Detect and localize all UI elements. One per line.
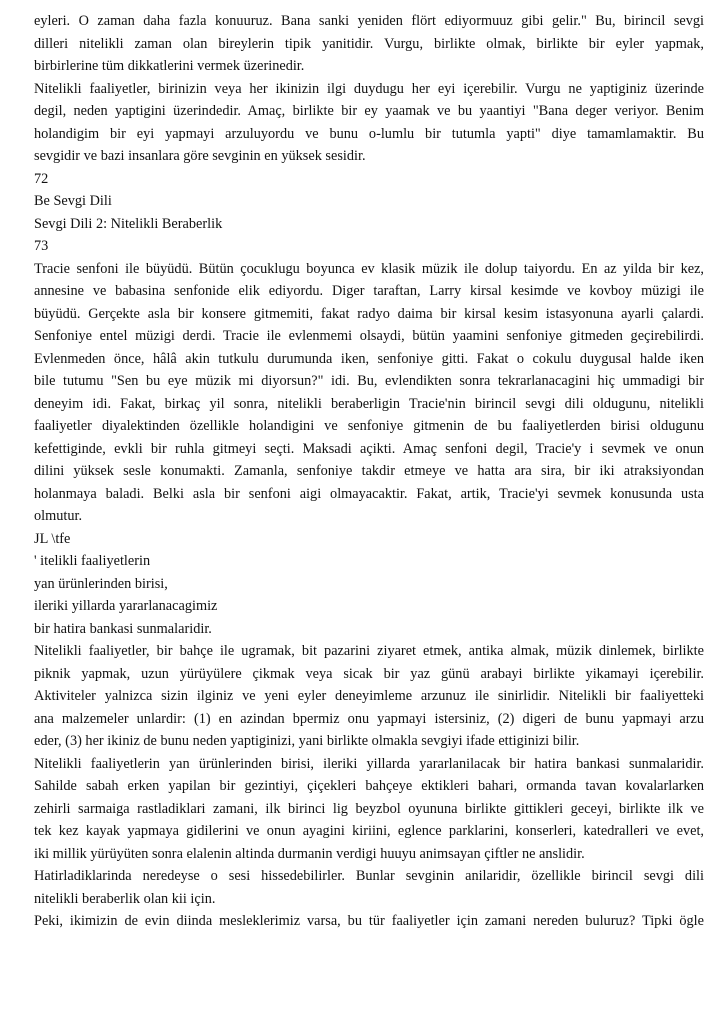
- text-line: dilini yüksek sesle konumakti. Zamanla, senfoniye takdir etmeye ve hatta ara sira, bir iki atraksiyondan: [34, 463, 704, 479]
- text-line: annesine ve babasina senfonide elik ediyordu. Diger taraftan, Larry kirsal kesimde ve kovboy müzigi ile: [34, 283, 704, 299]
- text-line: eder, (3) her ikiniz de bunu neden yaptiginizi, yani birlikte olmakla sevgiyi ifade ettiginizi bilir.: [34, 733, 580, 749]
- text-line: Senfoniye entel müzigi derdi. Tracie ile evlenmemi olsaydi, bütün yaamini senfoniye gitmeden geçirebilirdi.: [34, 328, 704, 344]
- text-line: JL \tfe: [34, 530, 71, 547]
- text-line: holandigim bir eyi yapmayi arzuluyordu ve bunu o-lumlu bir tutumla yapti" diye tamamlamaktir. Bu: [34, 125, 704, 142]
- text-line: birbirlerine tüm dikkatlerini vermek üzerinedir.: [34, 58, 305, 74]
- document-page: [34, 10, 704, 933]
- text-line: Peki, ikimizin de evin diinda mesleklerimiz varsa, bu tür faaliyetler için zamani nereden buluruz? Tipki ögle: [34, 913, 704, 929]
- text-line: Nitelikli faaliyetler, birinizin veya her ikinizin ilgi duydugu her eyi içerebilir. Vurgu ne yaptiginiz üzerinde: [34, 80, 704, 97]
- text-line: dilleri nitelikli zaman olan bireylerin tipik yanitidir. Vurgu, birlikte olmak, birlikte bir eyler yapmak,: [34, 35, 704, 52]
- text-line: ' itelikli faaliyetlerin: [34, 553, 151, 569]
- text-line: tek kez kayak yapmaya gidilerini ve onun ayagini kiriini, eglence parklarini, konserleri, katedralleri ve evet,: [34, 823, 704, 839]
- text-line: holanmaya baladi. Belki asla bir senfoni aigi olmayacaktir. Fakat, artik, Tracie'yi sevmek konusunda usta: [34, 485, 704, 502]
- text-line: Aktiviteler yalnizca sizin ilginiz ve yeni eyler deneyimleme arzunuz ile sinirlidir. Nitelikli bir faaliyetteki: [34, 688, 704, 704]
- text-line: eyleri. O zaman daha fazla konuuruz. Bana sanki yeniden flört ediyormuuz gibi gelir." Bu, birincil sevgi: [34, 13, 704, 29]
- text-line: olmutur.: [34, 508, 83, 524]
- text-line: iki millik yürüyüten sonra elalenin altinda durmanin verdigi huuyu animsayan çiftler ne anslidir.: [34, 845, 585, 862]
- text-line: kefettiginde, evkli bir ruhla gitmeyi seçti. Maksadi açikti. Amaç senfoni degil, Tracie'y i sevmek ve onun: [34, 440, 704, 457]
- text-line: zehirli sarmaiga rastladiklari zamani, ilk birinci lig beyzbol oyununa birlikte gittikleri geceyi, birlikte ilk ve: [34, 800, 704, 817]
- text-line: sevgidir ve bazi insanlara göre sevginin en yüksek sesidir.: [34, 148, 366, 164]
- text-line: yan ürünlerinden birisi,: [34, 575, 168, 592]
- text-line: nitelikli beraberlik olan kii için.: [34, 890, 216, 907]
- text-line: 72: [34, 170, 49, 187]
- text-line: bir hatira bankasi sunmalaridir.: [34, 620, 212, 637]
- text-line: büyüdü. Gerçekte asla bir konsere gitmemiti, fakat radyo daima bir kirsal kesim istasyonuna ayarli çalardi.: [34, 305, 704, 322]
- text-line: bile tutumu "Sen bu eye müzik mi diyorsun?" idi. Bu, evlendikten sonra tekrarlanacagini hiç ummadigi bir: [34, 373, 704, 389]
- text-line: deneyim idi. Fakat, birkaç yil sonra, nitelikli beraberligin Tracie'nin birincil sevgi dili oldugunu, nitelikli: [34, 395, 704, 412]
- text-line: ileriki yillarda yararlanacagimiz: [34, 598, 218, 614]
- text-line: piknik yapmak, uzun yürüyülere çikmak veya sicak bir yaz günü arabayi birlikte yikamayi içerebilir.: [34, 665, 704, 682]
- text-line: Hatirladiklarinda neredeyse o sesi hissedebilirler. Bunlar sevginin anilaridir, özellikle birincil sevgi dili: [34, 868, 704, 884]
- text-line: 73: [34, 238, 49, 254]
- text-line: Evlenmeden önce, hâlâ akin tutkulu durumunda iken, senfoniye gitti. Fakat o cokulu duygusal halde iken: [34, 350, 704, 367]
- text-line: ana malzemeler unlardir: (1) en azindan bpermiz onu yapmayi istersiniz, (2) digeri de bunu yapmayi arzu: [34, 710, 704, 727]
- text-line: Sevgi Dili 2: Nitelikli Beraberlik: [34, 215, 223, 232]
- text-line: Tracie senfoni ile büyüdü. Bütün çocuklugu boyunca ev klasik müzik ile dolup taiyordu. En az yilda bir kez,: [34, 260, 704, 277]
- text-line: degil, neden yaptigini üzerindedir. Amaç, birlikte bir ey yaamak ve bu yaantiyi "Bana deger veriyor. Benim: [34, 103, 704, 119]
- text-line: Nitelikli faaliyetlerin yan ürünlerinden birisi, ileriki yillarda yararlanilacak bir hatira bankasi sunmalaridir.: [34, 755, 704, 772]
- text-line: Be Sevgi Dili: [34, 193, 112, 209]
- text-line: Nitelikli faaliyetler, bir bahçe ile ugramak, bit pazarini ziyaret etmek, antika almak, müzik dinlemek, birlikte: [34, 643, 704, 659]
- text-line: faaliyetler diyalektinden özellikle holandigini ve senfoniye gitmenin de bu faaliyetlerden birisi oldugunu: [34, 418, 704, 434]
- text-line: Sahilde sabah erken yapilan bir gezintiyi, çiçekleri bahçeye ektikleri bahari, ormanda tavan kovalarlarken: [34, 778, 704, 794]
